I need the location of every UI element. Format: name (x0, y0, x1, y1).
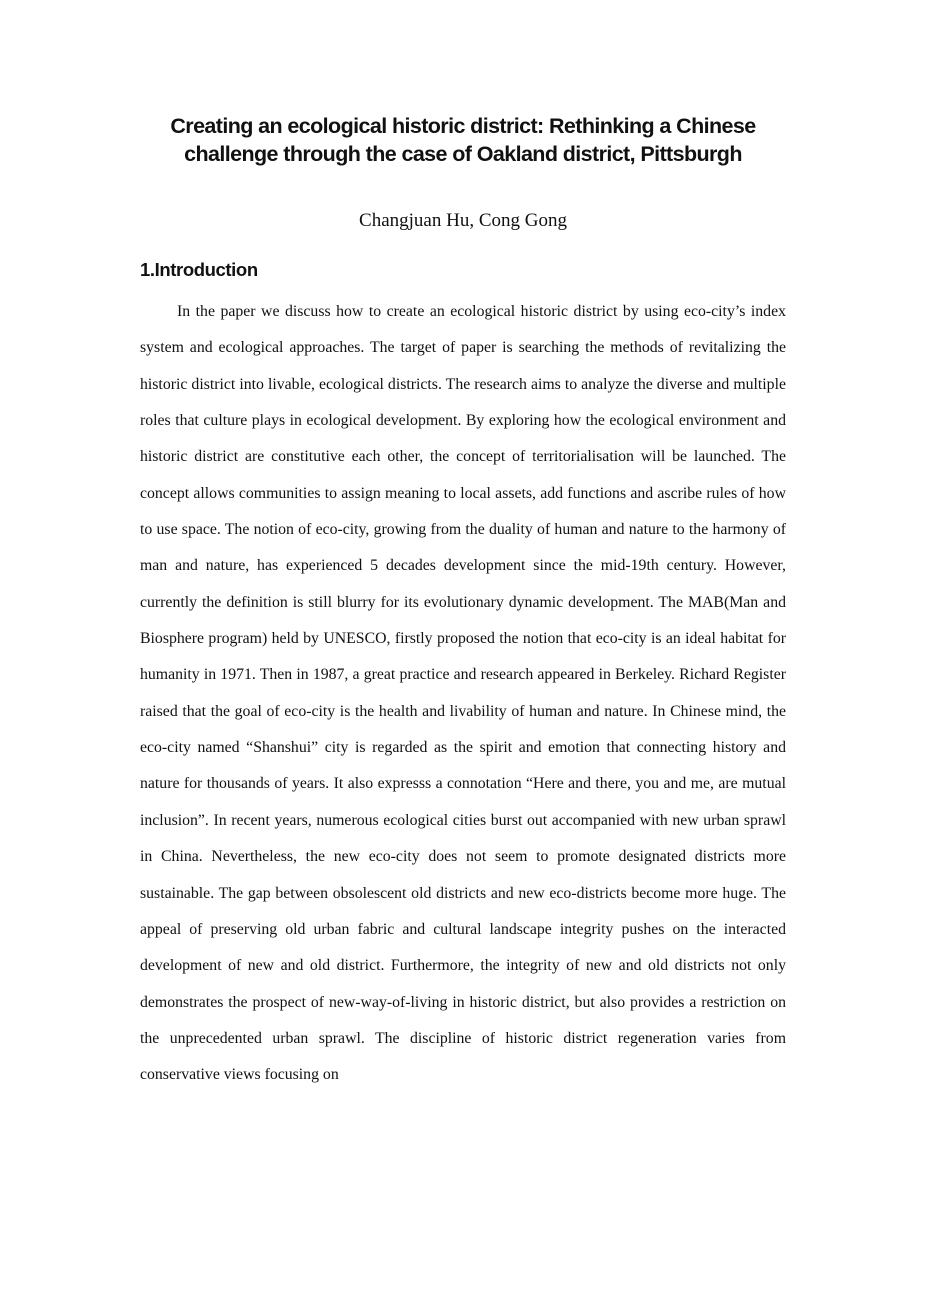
section-heading: 1.Introduction (140, 259, 258, 280)
paper-authors: Changjuan Hu, Cong Gong (359, 210, 567, 231)
paper-title: Creating an ecological historic district: Rethinking a Chinese challenge through the case of Oakland district, Pittsburgh (170, 114, 756, 166)
body-paragraph: In the paper we discuss how to create an ecological historic district by using eco-city’s index system and ecological approaches. The target of paper is searching the methods of revitalizing the historic district into livable, ecological districts. The research aims to analyze the diverse and multiple roles that culture plays in ecological development. By exploring how the ecological environment and historic district are constitutive each other, the concept of territorialisation will be launched. The concept allows communities to assign meaning to local assets, add functions and ascribe rules of how to use space. The notion of eco-city, growing from the duality of human and nature to the harmony of man and nature, has experienced 5 decades development since the mid-19th century. However, currently the definition is still blurry for its evolutionary dynamic development. The MAB(Man and Biosphere program) held by UNESCO, firstly proposed the notion that eco-city is an ideal habitat for humanity in 1971. Then in 1987, a great practice and research appeared in Berkeley. Richard Register raised that the goal of eco-city is the health and livability of human and nature. In Chinese mind, the eco-city named “Shanshui” city is regarded as the spirit and emotion that connecting history and nature for thousands of years. It also expresss a connotation “Here and there, you and me, are mutual inclusion”. In recent years, numerous ecological cities burst out accompanied with new urban sprawl in China. Nevertheless, the new eco-city does not seem to promote designated districts more sustainable. The gap between obsolescent old districts and new eco-districts become more huge. The appeal of preserving old urban fabric and cultural landscape integrity pushes on the interacted development of new and old district. Furthermore, the integrity of new and old districts not only demonstrates the prospect of new-way-of-living in historic district, but also provides a restriction on the unprecedented urban sprawl. The discipline of historic district regeneration varies from conservative views focusing on (140, 303, 786, 1084)
